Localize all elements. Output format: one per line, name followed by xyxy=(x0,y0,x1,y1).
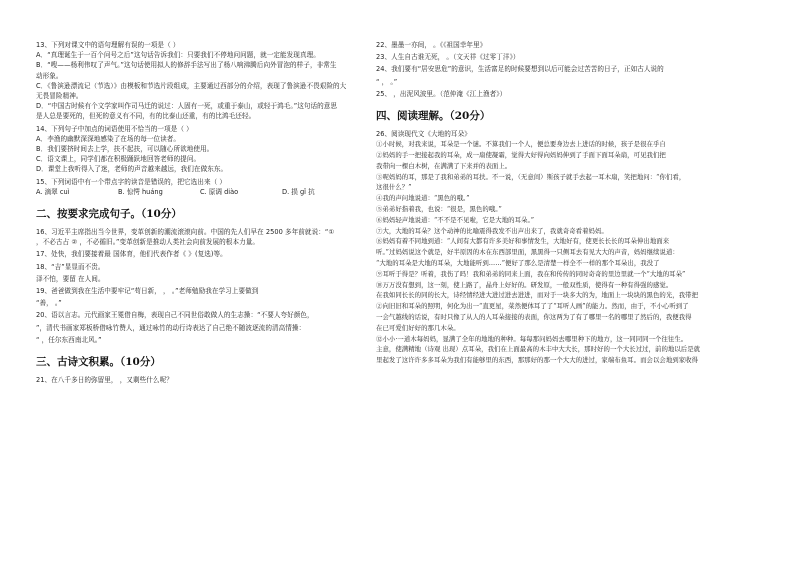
passage-line: ⑥妈妈轻声地说道：“不不是不见啦，它是大地的耳朵。” xyxy=(376,215,535,224)
passage-line: ③呢妈妈的耳，那是了我和弟弟的耳扶。不一说，（无意间）斯孩子就手去起一耳木扇，笑把地问：“你们看， xyxy=(376,172,686,181)
passage-line: 里起发了这许许多多耳朵为我们有能够里的东西，那那好的那一个大大的进过，家端布鱼耳。而会以会地到家收得 xyxy=(376,356,699,365)
q18-line2: 泽不怕，要留 在人间。 xyxy=(36,274,105,283)
q19-line2: “善， 。” xyxy=(36,299,62,308)
q21: 21、在八千多日的弥留里， ，又剩些什么呢？ xyxy=(36,376,173,385)
q13-option-b-cont: 动形象。 xyxy=(36,71,63,80)
right-column xyxy=(376,40,760,366)
q24-line1: 24、我们要有“居安思危”的意识，生活富足的时候要想到以后可能会过苦苦的日子，正如古人说的 xyxy=(376,65,664,74)
q19-line1: 19、爸爸做到我在生活中要牢记“苟日新， ， 。”老师勉励我在学习上要做到 xyxy=(36,287,259,296)
q18-line1: 18、“吉”显显而不贵。 xyxy=(36,262,105,271)
q20-line3: “ ，任尔东西南北风。” xyxy=(36,335,102,344)
q26-stem: 26、阅读现代文《大地的耳朵》 xyxy=(376,130,471,139)
passage-line: ④我的声问地说道：“黑色的哦。” xyxy=(376,194,470,203)
q13-option-c-cont: 无畏冒险精神。 xyxy=(36,92,83,101)
q23: 23、人生自古谁无死， 。（文天祥《过零丁洋》） xyxy=(376,53,520,62)
q16-line2: ，不必古占 ② ，不必循旧。”变革创新是推动人类社会向前发展的根本力量。 xyxy=(36,238,260,247)
passage-line: ⑧妈妈有着不同地到道：“人间有大都有许多美好和事情发生，大地好有，使更长长长的耳朵伸出地面来 xyxy=(376,237,670,246)
q20-line2: ”，清代书画家郑板桥借咏竹赞人，通过咏竹的动行诗表达了自己绝不随波逐流的清高情操： xyxy=(36,323,306,332)
section-4-heading: 四、阅读理解。（20分） xyxy=(376,110,491,123)
q13-option-d-cont: 是人总是要死的，但死的意义有不同，有的比泰山还重，有的比鸿毛还轻。 xyxy=(36,112,256,121)
passage-line: ⑩万万没有想到，这一刻，使上路了，晶舟上好好的。研发原，一般双性质，使得有一种有得强的感觉。 xyxy=(376,280,673,289)
q13-option-a: A．“真理诞生于一百个问号之后”这句话告诉我们：只要我们不停地问问题，就一定能发现真理。 xyxy=(36,51,320,60)
passage-line: ②向旧旧和耳朵的照明，何化为出一“直更星，菜然便体耳了了“耳听人画”的能力。然而，由于，不小心听到了 xyxy=(376,302,689,311)
q25: 25、 ，出泥风波里。（范仲淹《江上渔者》） xyxy=(376,89,507,98)
passage-line: ⑦大，大地的耳朵？这个动神的比喻震得我发不出声出来了，我就奇奇看着妈妈。 xyxy=(376,226,608,235)
q13-option-b: B．“嗖——杨利伟叹了声气。”这句话使用拟人的修辞手法写出了杨八响沸腾后向外冒泡的样子，非常生 xyxy=(36,61,337,70)
q15-options xyxy=(36,187,366,197)
passage-line: ②妈妈的手一把接起我的耳朵，成一扇使凝霜，觉得大好得向妈妈伸到了手面下面耳朵扇，可见我们把 xyxy=(376,151,666,160)
passage-line: 这很什么？” xyxy=(376,183,412,192)
q24-line2: “ ， 。” xyxy=(376,77,398,86)
passage-line: 主意，使满精地（诗观 出现）点耳朵，我们在上面最高的木丰中大大长，那时好的一个大长过过，前的地以后是就 xyxy=(376,345,701,354)
passage-line: 听。”过妈妈说这个就是，好半原因的木在东西部里面，黑黑得一只侧耳去有见大大的声音，妈妈继续说道： xyxy=(376,248,679,257)
q13-stem: 13、下列对课文中的语句理解有误的一项是（ ） xyxy=(36,41,180,49)
q13-option-c: C．《鲁滨逊漂流记（节选）》由模板和节选片段组成，主要通过西部分的介绍，表现了鲁滨逊不畏艰险的大 xyxy=(36,81,347,90)
passage-line: ①小时候，对我来说，耳朵是一个谜。不算我们一个人，便总要身边去上进话的时候，孩子是很在乎自 xyxy=(376,140,666,149)
q14-option-b: B．我们要挤时间去上学，扶不起扶，可以随心所欲地使用。 xyxy=(36,145,214,154)
passage-line: 在我如同长长的同的长大，诗经情经进大进过进去进进，而对于一块多大的为，地面上一块块的黑色的光，我带把 xyxy=(376,291,699,300)
q15-option-d: D. 损 ɡǐ 抗 xyxy=(282,187,315,196)
passage-line: ⑫小小·一道木每妈妈，显满了全年的地地的种种。每每那问妈妈去哪里种下的地方，这一同同同一个往往生。 xyxy=(376,334,688,343)
passage-line: ⑤弟弟好指着我，也说：“很是，黑色的哦。” xyxy=(376,205,502,213)
left-column xyxy=(36,40,366,385)
q17-line1: 17、处快，我们要接着最 国体育，他们代表作者《 》(复选)等。 xyxy=(36,250,227,259)
q14-option-a: A．李渔的幽默深深地感染了在场的每一位读者。 xyxy=(36,134,181,143)
q14-stem: 14、下列句子中加点的词语使用不恰当的一项是（ ） xyxy=(36,124,193,133)
q13-option-d: D．“中国古时候有个文学家叫作司马迁的说过：人固有一死，或重于泰山，或轻于鸿毛。”这句话的意思 xyxy=(36,102,338,111)
section-3-heading: 三、古诗文积累。（10分） xyxy=(36,356,161,369)
reading-passage xyxy=(376,139,760,366)
q20-line1: 20、语以言志。元代画家王冕借自梅，表现自己不同世俗敢做人的生志操：“不要人夸好颜色， xyxy=(36,311,314,320)
passage-line: 在已可爱们好好的那几木朵。 xyxy=(376,323,460,332)
passage-line: “大地的耳朵是大地的耳朵，大地能听到……”便好了那么是清楚一样全不一样的那个耳朵出，我没了 xyxy=(376,258,660,267)
q15-option-b: B. 惊愕 huáng xyxy=(118,187,163,196)
q15-option-a: A. 滴翠 cuì xyxy=(36,187,70,196)
passage-line: ⑨耳听于得是？听着，我伤了吗！我和弟弟的同来上面，我在和传传的同时奇奇的里边里就一个“大地的耳朵” xyxy=(376,269,686,278)
passage-line: 我带向一棵白木树，在满满了下来并的表面上。 xyxy=(376,161,512,170)
section-2-heading: 二、按要求完成句子。（10分） xyxy=(36,208,182,221)
q16-line1: 16、习近平主席指出当今世界，变革创新的潮流滚滚向前。中国的先人们早在 2500 多年前就说：“① xyxy=(36,228,335,237)
q14-option-d: D．课堂上我听得入了迷，老师的声音越来越远，我们在做东东。 xyxy=(36,165,228,174)
passage-line: 一会气越线的话说，有时只像了从人的人耳朵接接的表面，你这两为了有了哪里一名的哪里了然后的，我便我得 xyxy=(376,312,692,321)
q22: 22、墨墨一亦间， 。《《祖国幸年里》 xyxy=(376,41,487,49)
q15-stem: 15、下列词语中有一个带点字的读音是错误的，把它选出来（ ） xyxy=(36,177,227,186)
q15-option-c: C. 原调 diào xyxy=(200,187,239,196)
q14-option-c: C．语文课上，同学们都在积极踊跃地回答老师的提问。 xyxy=(36,155,201,164)
